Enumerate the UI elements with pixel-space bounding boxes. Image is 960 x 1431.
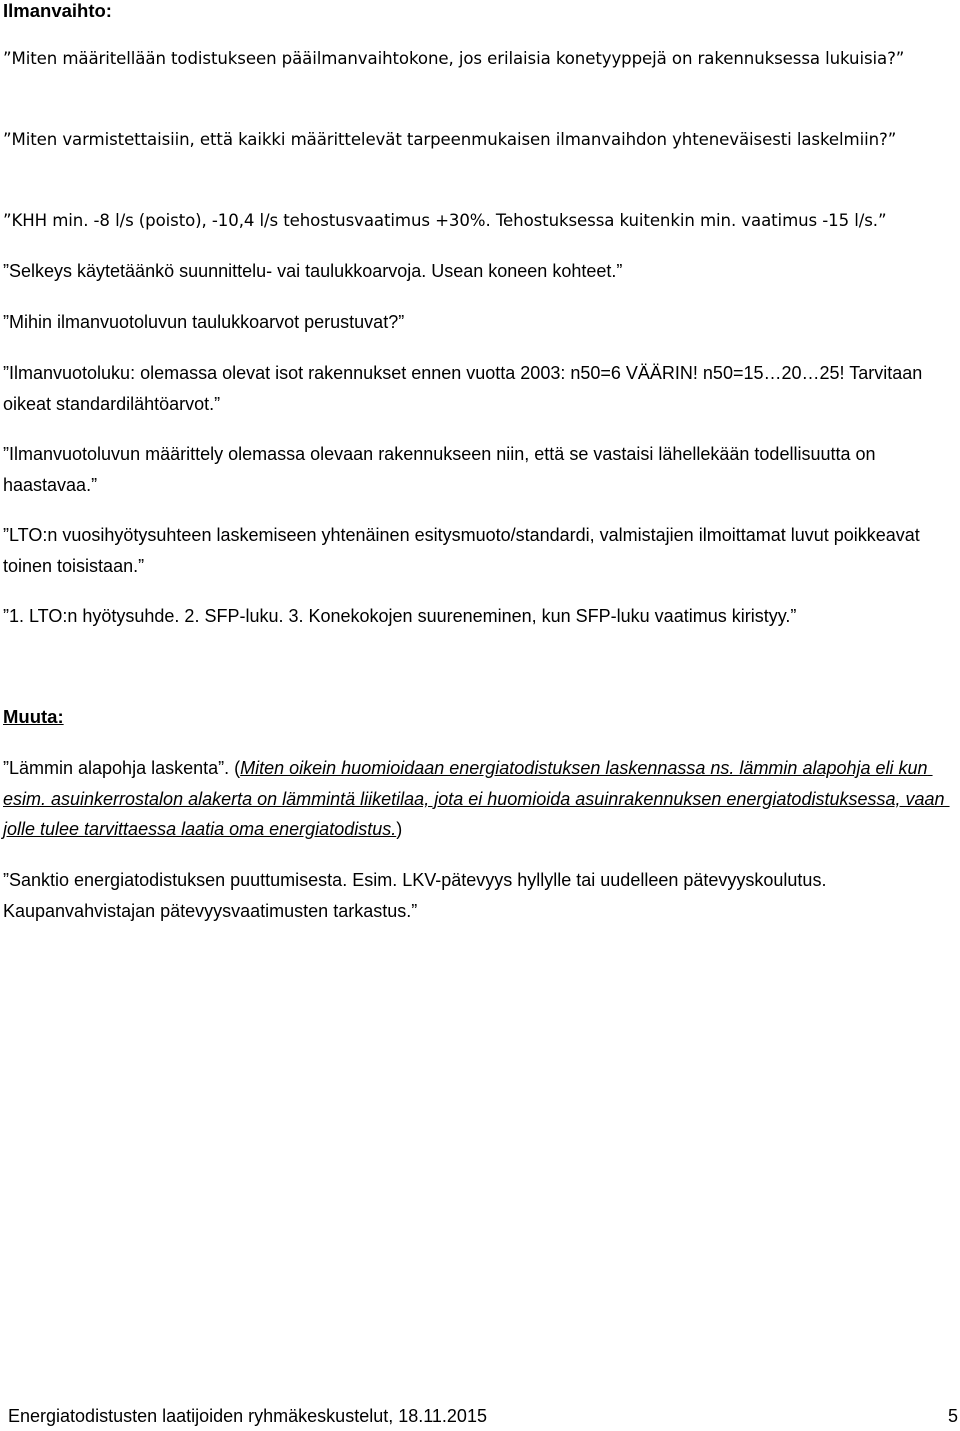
quote-paragraph: ”LTO:n vuosihyötysuhteen laskemiseen yhtenäinen esitysmuoto/standardi, valmistajien ilmoittamat luvut poikkeavat toinen toisistaan.” bbox=[3, 525, 925, 576]
quote-paragraph: ”Miten varmistettaisiin, että kaikki määrittelevät tarpeenmukaisen ilmanvaihdon yhteneväisesti laskelmiin?” bbox=[3, 130, 897, 149]
page-footer bbox=[8, 1401, 958, 1431]
quote-paragraph: ”1. LTO:n hyötysuhde. 2. SFP-luku. 3. Konekokojen suureneminen, kun SFP-luku vaatimus kiristyy.” bbox=[3, 606, 797, 626]
quote-paragraph: ”Ilmanvuotoluvun määrittely olemassa olevaan rakennukseen niin, että se vastaisi lähellekään todellisuutta on haastavaa.” bbox=[3, 444, 881, 495]
closing-parenthesis: ) bbox=[396, 819, 403, 839]
quote-paragraph-lammin-alapohja bbox=[3, 753, 955, 845]
section-heading-muuta: Muuta: bbox=[3, 706, 64, 727]
page-number: 5 bbox=[947, 1406, 958, 1426]
quote-paragraph: ”Miten määritellään todistukseen pääilmanvaihtokone, jos erilaisia konetyyppejä on rakennuksessa lukuisia?” bbox=[3, 49, 905, 68]
quote-paragraph: ”Mihin ilmanvuotoluvun taulukkoarvot perustuvat?” bbox=[3, 312, 405, 332]
quote-paragraph: ”KHH min. -8 l/s (poisto), -10,4 l/s tehostusvaatimus +30%. Tehostuksessa kuitenkin min. vaatimus -15 l/s.” bbox=[3, 211, 887, 230]
quote-paragraph: ”Ilmanvuotoluku: olemassa olevat isot rakennukset ennen vuotta 2003: n50=6 VÄÄRIN! n50=15…20…25! Tarvitaan oikeat standardilähtöarvot.” bbox=[3, 363, 928, 414]
quote-paragraph: ”Selkeys käytetäänkö suunnittelu- vai taulukkoarvoja. Usean koneen kohteet.” bbox=[3, 261, 623, 281]
explanation-text: Miten oikein huomioidaan energiatodistuksen laskennassa ns. lämmin alapohja eli kun esim. asuinkerrostalon alakerta on lämmintä liiketilaa, jota ei huomioida asuinrakennuksen energiatodistuksessa, vaan jolle tulee tarvittaessa laatia oma energiatodistus. bbox=[3, 758, 950, 839]
quote-text: ”Lämmin alapohja laskenta”. ( bbox=[3, 758, 241, 778]
section-heading-ilmanvaihto: Ilmanvaihto: bbox=[3, 0, 112, 21]
quote-paragraph: ”Sanktio energiatodistuksen puuttumisesta. Esim. LKV-pätevyys hyllylle tai uudelleen pätevyyskoulutus. Kaupanvahvistajan pätevyysvaatimusten tarkastus.” bbox=[3, 870, 832, 921]
footer-text: Energiatodistusten laatijoiden ryhmäkeskustelut, 18.11.2015 bbox=[8, 1406, 487, 1426]
